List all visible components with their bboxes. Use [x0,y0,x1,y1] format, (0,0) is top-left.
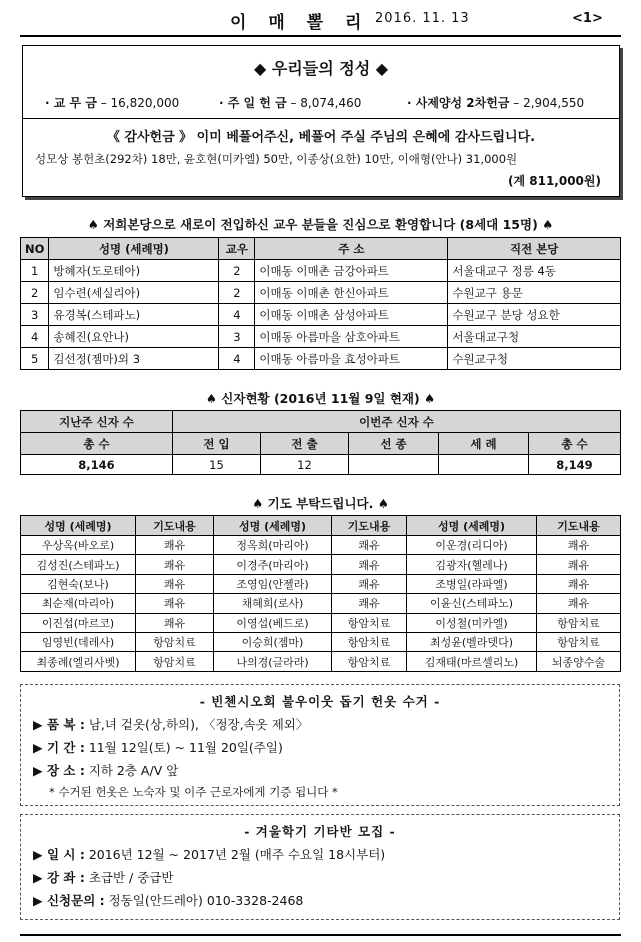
cell-intention: 쾌유 [537,574,621,593]
cell-name: 김선정(젬마)외 3 [49,348,219,370]
notice-value: 초급반 / 중급반 [88,870,174,885]
this-total-value: 8,149 [529,455,621,475]
offering-box [22,45,620,197]
cell-name: 임영빈(데레사) [21,632,136,651]
notice-line [33,868,619,886]
cell-intention: 쾌유 [136,536,214,555]
thanks-offering-heading: 《 감사헌금 》 이미 베풀어주신, 베풀어 주실 주님의 은혜에 감사드립니다. [106,130,536,145]
cell-no: 4 [21,326,49,348]
cell-no: 3 [21,304,49,326]
table-row [21,613,621,632]
notice-label: ▶ 품 복 : [33,717,85,732]
header-rule [20,35,621,37]
cell-intention: 항암치료 [332,613,407,632]
offering-value: – 8,074,460 [290,96,362,110]
cell-parish: 수원교구청 [448,348,621,370]
offering-item [407,94,584,111]
stat-value: 15 [173,455,261,475]
notice-line [33,891,619,909]
cell-name: 김광자(헬레나) [407,555,537,574]
table-row [21,536,621,555]
column-header: 성명 (세례명) [21,516,136,536]
cell-name: 이승희(젬마) [214,632,332,651]
newcomers-heading: ♠ 저희본당으로 새로이 전입하신 교우 분들을 진심으로 환영합니다 (8세대 15명) ♠ [87,217,554,232]
last-week-header: 지난주 신자 수 [21,411,173,433]
cell-no: 2 [21,282,49,304]
cell-count: 2 [219,260,255,282]
cell-intention: 항암치료 [332,652,407,671]
newcomers-table [20,237,621,370]
notice-line [33,845,619,863]
cell-intention: 쾌유 [136,613,214,632]
cell-count: 2 [219,282,255,304]
cell-address: 이매동 이매촌 금강아파트 [255,260,448,282]
offering-item [45,94,179,111]
table-row [21,282,621,304]
table-row [21,632,621,651]
cell-name: 이운경(리디아) [407,536,537,555]
cell-name: 김현숙(보나) [21,574,136,593]
notice-line [33,738,619,756]
cell-intention: 항암치료 [537,613,621,632]
offering-label: · 주 일 헌 금 [219,96,287,110]
notice-line [33,715,619,733]
donor-list: 성모상 봉헌초(292차) 18만, 윤호현(미카엘) 50만, 이종상(요한) 10만, 이애형(안나) 31,000원 [35,152,518,166]
clothes-drive-note: * 수거된 헌옷은 노숙자 및 이주 근로자에게 기증 됩니다 * [49,785,338,799]
cell-name: 이영섭(베드로) [214,613,332,632]
cell-name: 우상옥(바오로) [21,536,136,555]
cell-name: 이윤신(스테파노) [407,594,537,613]
stats-table [20,410,621,475]
table-row [21,652,621,671]
cell-name: 김재태(마르셀리노) [407,652,537,671]
column-header: 주 소 [255,238,448,260]
column-header: 총 수 [529,433,621,455]
prayer-table [20,515,621,672]
cell-name: 정옥희(마리아) [214,536,332,555]
table-row [21,574,621,593]
bulletin-title: 이 매 뽈 리 [230,13,370,33]
column-header: 교우 [219,238,255,260]
offering-value: – 2,904,550 [513,96,585,110]
column-header: 기도내용 [332,516,407,536]
cell-intention: 쾌유 [136,555,214,574]
cell-intention: 쾌유 [537,594,621,613]
notice-label: ▶ 일 시 : [33,847,85,862]
cell-name: 유경복(스테파노) [49,304,219,326]
column-header: 기도내용 [537,516,621,536]
last-total-header: 총 수 [21,433,173,455]
cell-name: 방혜자(도로테아) [49,260,219,282]
cell-intention: 쾌유 [537,536,621,555]
clothes-drive-notice [20,684,620,806]
column-header: 직전 본당 [448,238,621,260]
cell-name: 이경주(마리아) [214,555,332,574]
footer-rule [20,934,621,936]
cell-name: 이성철(미카엘) [407,613,537,632]
cell-intention: 쾌유 [136,594,214,613]
table-row [21,455,621,475]
cell-name: 최종례(엘리사벳) [21,652,136,671]
cell-intention: 항암치료 [136,652,214,671]
table-row [21,555,621,574]
guitar-class-title: - 겨울학기 기타반 모집 - [244,824,396,839]
column-header: 기도내용 [136,516,214,536]
cell-parish: 서울대교구 정릉 4동 [448,260,621,282]
cell-intention: 뇌종양수술 [537,652,621,671]
cell-intention: 쾌유 [332,574,407,593]
table-row [21,260,621,282]
cell-name: 채혜희(로사) [214,594,332,613]
table-row [21,594,621,613]
notice-line [33,761,619,779]
guitar-class-notice [20,814,620,920]
column-header: 성명 (세례명) [407,516,537,536]
cell-name: 최성윤(벨라뎃다) [407,632,537,651]
bulletin-header [20,6,621,34]
notice-value: 2016년 12월 ~ 2017년 2월 (매주 수요일 18시부터) [88,847,386,862]
stats-heading: ♠ 신자현황 (2016년 11월 9일 현재) ♠ [205,391,436,406]
table-row [21,326,621,348]
cell-intention: 항암치료 [136,632,214,651]
notice-label: ▶ 장 소 : [33,763,85,778]
stat-value: 12 [261,455,349,475]
column-header: 선 종 [349,433,439,455]
column-header: 성명 (세례명) [214,516,332,536]
cell-name: 조영임(안젤라) [214,574,332,593]
column-header: 성명 (세례명) [49,238,219,260]
cell-count: 3 [219,326,255,348]
cell-address: 이매동 이매촌 한신아파트 [255,282,448,304]
cell-name: 송혜진(요안나) [49,326,219,348]
cell-intention: 쾌유 [332,536,407,555]
stat-value [439,455,529,475]
cell-intention: 항암치료 [537,632,621,651]
last-total-value: 8,146 [21,455,173,475]
cell-name: 이진섭(마르코) [21,613,136,632]
cell-intention: 항암치료 [332,632,407,651]
notice-value: 정동일(안드레아) 010-3328-2468 [108,893,304,908]
cell-name: 임수련(세실리아) [49,282,219,304]
column-header: 전 출 [261,433,349,455]
cell-parish: 서울대교구청 [448,326,621,348]
cell-no: 5 [21,348,49,370]
cell-parish: 수원교구 분당 성요한 [448,304,621,326]
cell-intention: 쾌유 [537,555,621,574]
cell-parish: 수원교구 용문 [448,282,621,304]
offering-title: ◆ 우리들의 정성 ◆ [253,59,389,78]
cell-intention: 쾌유 [332,594,407,613]
column-header: NO [21,238,49,260]
column-header: 세 례 [439,433,529,455]
cell-name: 나의경(글라라) [214,652,332,671]
notice-label: ▶ 기 간 : [33,740,85,755]
offering-divider [23,118,619,119]
cell-address: 이매동 이매촌 삼성아파트 [255,304,448,326]
cell-name: 조병일(라파엘) [407,574,537,593]
offering-value: – 16,820,000 [100,96,180,110]
stat-value [349,455,439,475]
bulletin-date: 2016. 11. 13 [375,11,470,26]
table-row [21,304,621,326]
prayer-heading: ♠ 기도 부탁드립니다. ♠ [252,496,389,511]
notice-value: 11월 12일(토) ~ 11월 20일(주일) [88,740,283,755]
cell-intention: 쾌유 [332,555,407,574]
offering-total: (계 811,000원) [508,174,601,188]
cell-name: 최순재(마리아) [21,594,136,613]
offering-item [219,94,361,111]
this-week-header: 이번주 신자 수 [173,411,621,433]
notice-value: 지하 2층 A/V 앞 [88,763,179,778]
cell-address: 이매동 아름마을 삼호아파트 [255,326,448,348]
notice-label: ▶ 강 좌 : [33,870,85,885]
offering-label: · 교 무 금 [45,96,97,110]
cell-no: 1 [21,260,49,282]
cell-count: 4 [219,304,255,326]
notice-value: 남,녀 겉옷(상,하의), 〈정장,속옷 제외〉 [88,717,309,732]
notice-label: ▶ 신청문의 : [33,893,105,908]
cell-name: 김성진(스테파노) [21,555,136,574]
clothes-drive-title: - 빈첸시오회 불우이웃 돕기 헌옷 수거 - [199,694,441,709]
page-number: <1> [572,11,603,26]
cell-address: 이매동 아름마을 효성아파트 [255,348,448,370]
cell-intention: 쾌유 [136,574,214,593]
offering-label: · 사제양성 2차헌금 [407,96,510,110]
column-header: 전 입 [173,433,261,455]
table-row [21,348,621,370]
cell-count: 4 [219,348,255,370]
